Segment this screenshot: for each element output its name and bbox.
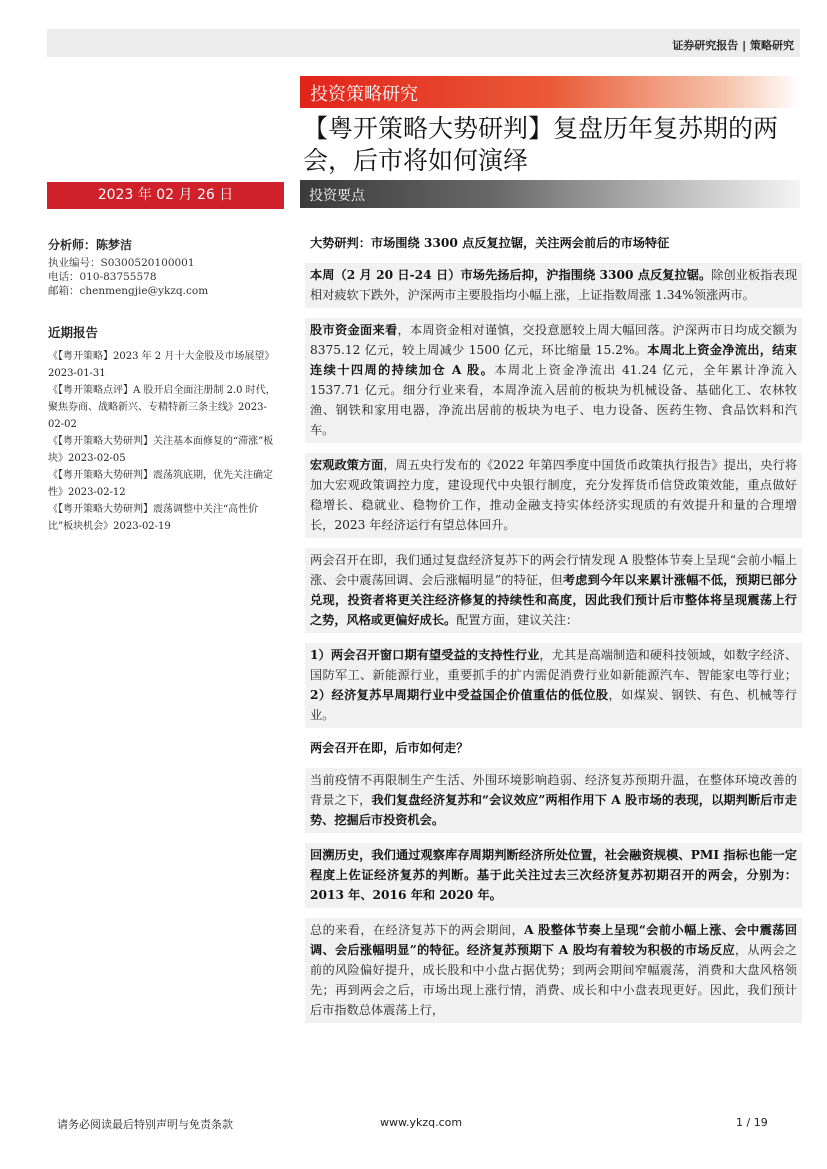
recent-report-item[interactable]: 《【粤开策略大势研判】震荡筑底期，优先关注确定性》2023-02-12 [48, 470, 273, 498]
paragraph-history: 回溯历史，我们通过观察库存周期判断经济所处位置，社会融资规模、PMI 指标也能一定程度上佐证经济复苏的判断。基于此关注过去三次经济复苏初期召开的两会，分别为：2013 年、2016 年和 2020 年。 [305, 843, 802, 908]
report-date: 2023 年 02 月 26 日 [47, 182, 284, 209]
category-label: 投资策略研究 [310, 84, 418, 105]
paragraph-policy: 宏观政策方面，周五央行发布的《2022 年第四季度中国货币政策执行报告》提出，央行将加大宏观政策调控力度，建设现代中央银行制度，充分发挥货币信贷政策效能，重点做好稳增长、稳就业、稳物价工作，推动金融支持实体经济实现质的有效提升和量的合理增长，2023 年经济运行有望总体回升。 [305, 453, 802, 538]
paragraph-allocation: 1）两会召开窗口期有望受益的支持性行业，尤其是高端制造和硬科技领域，如数字经济、国防军工、新能源行业，重要抓手的扩内需促消费行业如新能源汽车、智能家电等行业；2）经济复苏早周期行业中受益国企价值重估的低位股，如煤炭、钢铁、有色、机械等行业。 [305, 643, 802, 728]
recent-report-item[interactable]: 《【粤开策略大势研判】震荡调整中关注“高性价比”板块机会》2023-02-19 [48, 504, 259, 532]
analyst-phone: 电话：010-83755578 [48, 271, 157, 283]
page-number: 1 / 19 [736, 1116, 768, 1129]
key-points-bar [300, 180, 800, 208]
breadcrumb: 证券研究报告 | 策略研究 [672, 39, 794, 52]
section-heading: 两会召开在即，后市如何走？ [310, 741, 469, 755]
top-header-bar [47, 29, 800, 57]
section-heading: 大势研判：市场围绕 3300 点反复拉锯，关注两会前后的市场特征 [310, 236, 670, 250]
category-banner [300, 76, 800, 108]
recent-reports-heading: 近期报告 [48, 325, 99, 340]
key-points-label: 投资要点 [309, 188, 365, 204]
analyst-name: 分析师：陈梦洁 [48, 238, 133, 252]
analyst-email: 邮箱：chenmengjie@ykzq.com [48, 285, 209, 297]
paragraph-market: 本周（2 月 20 日-24 日）市场先扬后抑，沪指围绕 3300 点反复拉锯。除创业板指表现相对疲软下跌外，沪深两市主要股指均小幅上涨，上证指数周涨 1.34%领涨两市。 [305, 263, 802, 308]
recent-report-item[interactable]: 《【粤开策略】2023 年 2 月十大金股及市场展望》2023-01-31 [48, 351, 275, 379]
paragraph-background: 当前疫情不再限制生产生活、外围环境影响趋弱、经济复苏预期升温，在整体环境改善的背景之下，我们复盘经济复苏和“会议效应”两相作用下 A 股市场的表现，以期判断后市走势、挖掘后市投资机会。 [305, 768, 802, 833]
paragraph-summary: 总的来看，在经济复苏下的两会期间，A 股整体节奏上呈现“会前小幅上涨、会中震荡回调、会后涨幅明显”的特征。经济复苏预期下 A 股均有着较为积极的市场反应，从两会之前的风险偏好提升，成长股和中小盘占据优势；到两会期间窄幅震荡，消费和大盘风格领先；再到两会之后，市场出现上涨行情，消费、成长和中小盘表现更好。因此，我们预计后市指数总体震荡上行， [305, 918, 802, 1023]
paragraph-outlook: 两会召开在即，我们通过复盘经济复苏下的两会行情发现 A 股整体节奏上呈现“会前小幅上涨、会中震荡回调、会后涨幅明显”的特征，但考虑到今年以来累计涨幅不低，预期已部分兑现，投资者将更关注经济修复的持续性和高度，因此我们预计后市整体将呈现震荡上行之势，风格或更偏好成长。配置方面，建议关注： [305, 548, 802, 633]
report-title: 【粤开策略大势研判】复盘历年复苏期的两会，后市将如何演绎 [303, 114, 779, 175]
analyst-license: 执业编号：S0300520100001 [48, 257, 195, 269]
footer-disclaimer[interactable]: 请务必阅读最后特别声明与免责条款 [57, 1118, 233, 1131]
sidebar [48, 236, 280, 535]
footer-website[interactable]: www.ykzq.com [380, 1116, 463, 1129]
paragraph-funds: 股市资金面来看，本周资金相对谨慎，交投意愿较上周大幅回落。沪深两市日均成交额为 8375.12 亿元，较上周减少 1500 亿元，环比缩量 15.2%。本周北上资金净流出，结束连续十四周的持续加仓 A 股。本周北上资金净流出 41.24 亿元，全年累计净流入 1537.71 亿元。细分行业来看，本周净流入居前的板块为机械设备、基础化工、农林牧渔、钢铁和家用电器，净流出居前的板块为电子、电力设备、医药生物、食品饮料和汽车。 [305, 318, 802, 443]
recent-report-item[interactable]: 《【粤开策略点评】A 股开启全面注册制 2.0 时代，聚焦券商、战略新兴、专精特新三条主线》2023-02-02 [48, 385, 276, 430]
recent-report-item[interactable]: 《【粤开策略大势研判】关注基本面修复的“滞涨”板块》2023-02-05 [48, 436, 274, 464]
main-content [310, 233, 797, 1033]
